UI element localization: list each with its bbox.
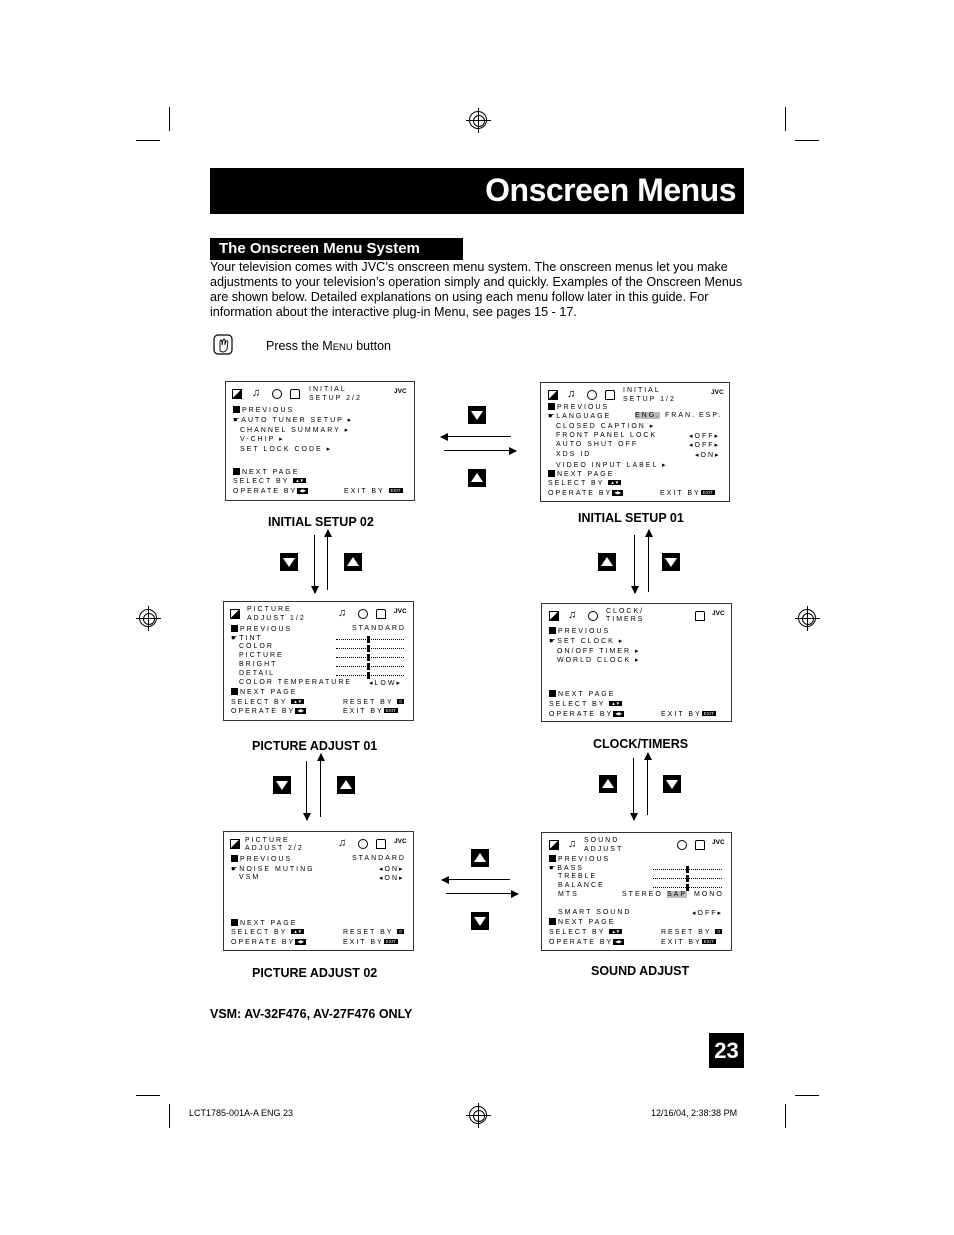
operate-hint: OPERATE BY ◀▶ (231, 939, 305, 946)
clock-icon (358, 609, 368, 619)
crop-mark (785, 1104, 786, 1128)
title-banner (210, 168, 744, 214)
treble-slider[interactable] (653, 878, 722, 880)
menu-item-next-page[interactable]: NEXT PAGE (233, 468, 299, 476)
menu-item-next-page[interactable]: NEXT PAGE (231, 919, 297, 927)
detail-slider[interactable] (336, 675, 404, 677)
down-arrow-icon (468, 406, 486, 424)
crop-mark (785, 107, 786, 131)
select-hint: SELECT BY ▲▼ (233, 478, 305, 485)
clock-icon (587, 390, 597, 400)
right-arrow-line (446, 893, 518, 894)
up-arrow-line (320, 754, 321, 817)
sound-icon: ♫ (568, 609, 577, 621)
crop-mark (136, 140, 160, 141)
registration-mark (139, 609, 157, 627)
menu-subtitle: TIMERS (606, 616, 645, 623)
language-option-esp[interactable]: ESP. (699, 412, 723, 419)
noise-muting-value[interactable]: ◂ON▸ (379, 866, 405, 873)
picture-icon (549, 611, 559, 621)
select-hint: SELECT BY ▲▼ (549, 701, 621, 708)
menu-item-previous[interactable]: PREVIOUS (233, 406, 294, 414)
picture-icon (549, 840, 559, 850)
menu-item-vsm[interactable]: VSM (239, 874, 261, 881)
up-arrow-icon (471, 849, 489, 867)
caption-initial-setup-01: INITIAL SETUP 01 (578, 511, 684, 525)
front-panel-lock-value[interactable]: ◂OFF▸ (689, 433, 721, 440)
down-arrow-icon (663, 775, 681, 793)
menu-item-language[interactable]: ☛LANGUAGE (548, 413, 612, 420)
mts-option-sap[interactable]: SAP (667, 891, 688, 898)
up-arrow-line (327, 530, 328, 590)
jvc-logo: JVC (711, 389, 724, 396)
menu-item-on-off-timer[interactable]: ON/OFF TIMER ▸ (557, 648, 641, 655)
crop-mark (795, 140, 819, 141)
operate-hint: OPERATE BY ◀▶ (548, 490, 622, 497)
menu-item-set-lock-code[interactable]: SET LOCK CODE ▸ (240, 446, 333, 453)
up-arrow-line (647, 753, 648, 815)
select-hint: SELECT BY ▲▼ (548, 480, 620, 487)
crop-mark (169, 107, 170, 131)
up-arrow-icon (599, 775, 617, 793)
menu-title: INITIAL (623, 387, 661, 394)
section-title: The Onscreen Menu System (219, 240, 420, 257)
mts-option-mono[interactable]: MONO (694, 891, 724, 898)
crop-mark (795, 1095, 819, 1096)
up-arrow-icon (468, 469, 486, 487)
clock-icon (588, 611, 598, 621)
registration-mark (469, 111, 487, 129)
caption-picture-adjust-02: PICTURE ADJUST 02 (252, 966, 378, 980)
menu-item-next-page[interactable]: NEXT PAGE (549, 690, 615, 698)
picture-mode-value[interactable]: STANDARD (352, 625, 406, 632)
clock-icon (677, 840, 687, 850)
menu-screen-initial-setup-2 (225, 381, 415, 501)
menu-item-next-page[interactable]: NEXT PAGE (549, 918, 615, 926)
smart-sound-value[interactable]: ◂OFF▸ (692, 910, 724, 917)
picture-icon (548, 390, 558, 400)
menu-item-v-chip[interactable]: V-CHIP ▸ (240, 436, 285, 443)
menu-item-next-page[interactable]: NEXT PAGE (548, 470, 614, 478)
jvc-logo: JVC (394, 388, 407, 395)
menu-item-previous[interactable]: PREVIOUS (549, 627, 610, 635)
lock-icon (290, 389, 300, 399)
picture-icon (232, 389, 242, 399)
footer-timestamp: 12/16/04, 2:38:38 PM (651, 1108, 738, 1118)
operate-hint: OPERATE BY ◀▶ (549, 711, 623, 718)
menu-item-previous[interactable]: PREVIOUS (549, 855, 610, 863)
menu-item-tint[interactable]: ☛TINT (231, 635, 263, 642)
menu-item-bass[interactable]: ☛BASS (549, 865, 584, 872)
menu-title: PICTURE (245, 837, 290, 844)
page-title: Onscreen Menus (485, 172, 736, 208)
right-arrow-line (444, 450, 516, 451)
menu-item-smart-sound[interactable]: SMART SOUND (558, 909, 632, 916)
jvc-logo: JVC (394, 838, 407, 845)
sound-icon: ♫ (252, 387, 261, 399)
menu-screen-clock-timers (541, 603, 732, 722)
menu-subtitle: ADJUST (584, 846, 624, 853)
crop-mark (136, 1095, 160, 1096)
menu-subtitle: SETUP 2/2 (309, 395, 362, 402)
operate-hint: OPERATE BY ◀▶ (231, 708, 305, 715)
lock-icon (376, 609, 386, 619)
caption-clock-timers: CLOCK/TIMERS (593, 737, 689, 751)
select-hint: SELECT BY ▲▼ (231, 929, 303, 936)
auto-shut-off-value[interactable]: ◂OFF▸ (689, 442, 721, 449)
menu-item-closed-caption[interactable]: CLOSED CAPTION ▸ (556, 423, 656, 430)
exit-hint: EXIT BY EXIT (344, 488, 401, 495)
footer-doc-id: LCT1785-001A-A ENG 23 (189, 1108, 294, 1118)
down-arrow-line (633, 758, 634, 820)
tint-slider[interactable] (336, 639, 404, 641)
reset-hint: RESET BY 0 (343, 929, 402, 936)
lock-icon (695, 840, 705, 850)
operate-hint: OPERATE BY ◀▶ (233, 488, 307, 495)
picture-slider[interactable] (336, 657, 404, 659)
exit-hint: EXIT BY EXIT (661, 711, 714, 718)
exit-hint: EXIT BY EXIT (343, 939, 396, 946)
menu-item-xds-id[interactable]: XDS ID (556, 451, 592, 458)
balance-slider[interactable] (653, 887, 722, 889)
menu-item-bright[interactable]: BRIGHT (239, 661, 278, 668)
menu-item-auto-tuner-setup[interactable]: ☛AUTO TUNER SETUP ▸ (233, 417, 354, 424)
up-arrow-icon (344, 553, 362, 571)
exit-hint: EXIT BY EXIT (343, 708, 396, 715)
menu-item-detail[interactable]: DETAIL (239, 670, 275, 677)
select-hint: SELECT BY ▲▼ (231, 699, 303, 706)
caption-sound-adjust: SOUND ADJUST (591, 964, 690, 978)
menu-item-channel-summary[interactable]: CHANNEL SUMMARY ▸ (240, 427, 351, 434)
picture-icon (230, 839, 240, 849)
menu-item-balance[interactable]: BALANCE (558, 882, 605, 889)
sound-icon: ♫ (338, 837, 347, 849)
menu-item-color-temperature[interactable]: COLOR TEMPERATURE (239, 679, 353, 686)
left-arrow-line (441, 436, 511, 437)
clock-icon (358, 839, 368, 849)
sound-icon: ♫ (338, 607, 347, 619)
jvc-logo: JVC (712, 610, 725, 617)
registration-mark (798, 609, 816, 627)
section-banner (210, 238, 463, 260)
down-arrow-line (314, 535, 315, 593)
menu-screen-picture-adjust-2 (223, 831, 414, 951)
menu-screen-initial-setup-1 (540, 382, 730, 502)
picture-icon (230, 609, 240, 619)
language-option-eng[interactable]: ENG. (635, 412, 661, 419)
operate-hint: OPERATE BY ◀▶ (549, 939, 623, 946)
color-temperature-value[interactable]: ◂LOW▸ (369, 680, 402, 687)
xds-id-value[interactable]: ◂ON▸ (695, 452, 721, 459)
menu-item-treble[interactable]: TREBLE (558, 873, 598, 880)
reset-hint: RESET BY 0 (661, 929, 720, 936)
crop-mark (169, 1104, 170, 1128)
jvc-logo: JVC (394, 608, 407, 615)
picture-mode-value[interactable]: STANDARD (352, 855, 406, 862)
jvc-logo: JVC (712, 839, 725, 846)
menu-item-previous[interactable]: PREVIOUS (231, 855, 292, 863)
up-arrow-line (648, 530, 649, 592)
down-arrow-icon (273, 776, 291, 794)
vsm-note: VSM: AV-32F476, AV-27F476 ONLY (210, 1007, 413, 1021)
menu-item-previous[interactable]: PREVIOUS (231, 625, 292, 633)
press-menu-instruction: Press the MENU button (266, 339, 391, 353)
reset-hint: RESET BY 0 (343, 699, 402, 706)
menu-title: SOUND (584, 837, 620, 844)
down-arrow-line (634, 535, 635, 593)
menu-subtitle: ADJUST 2/2 (245, 845, 304, 852)
down-arrow-icon (471, 912, 489, 930)
down-arrow-line (306, 761, 307, 820)
left-arrow-line (442, 879, 510, 880)
menu-item-video-input-label[interactable]: VIDEO INPUT LABEL ▸ (556, 462, 668, 469)
lock-icon (695, 611, 705, 621)
menu-item-color[interactable]: COLOR (239, 643, 274, 650)
menu-item-next-page[interactable]: NEXT PAGE (231, 688, 297, 696)
menu-item-picture[interactable]: PICTURE (239, 652, 284, 659)
clock-icon (272, 389, 282, 399)
menu-item-world-clock[interactable]: WORLD CLOCK ▸ (557, 657, 641, 664)
sound-icon: ♫ (568, 838, 577, 850)
up-arrow-icon (337, 776, 355, 794)
color-slider[interactable] (336, 648, 404, 650)
exit-hint: EXIT BY EXIT (660, 490, 713, 497)
down-arrow-icon (662, 553, 680, 571)
lock-icon (376, 839, 386, 849)
up-arrow-icon (598, 553, 616, 571)
mts-option-stereo[interactable]: STEREO (622, 891, 663, 898)
menu-subtitle: SETUP 1/2 (623, 396, 676, 403)
menu-item-set-clock[interactable]: ☛SET CLOCK ▸ (549, 638, 625, 645)
caption-initial-setup-02: INITIAL SETUP 02 (268, 515, 374, 529)
menu-screen-picture-adjust-1 (223, 601, 414, 721)
lock-icon (605, 390, 615, 400)
menu-title: INITIAL (309, 386, 347, 393)
select-hint: SELECT BY ▲▼ (549, 929, 621, 936)
sound-icon: ♫ (567, 388, 576, 400)
registration-mark (469, 1106, 487, 1124)
menu-title: PICTURE (247, 606, 292, 613)
menu-subtitle: ADJUST 1/2 (247, 615, 306, 622)
exit-hint: EXIT BY EXIT (661, 939, 714, 946)
menu-item-front-panel-lock[interactable]: FRONT PANEL LOCK (556, 432, 658, 439)
bright-slider[interactable] (336, 666, 404, 668)
vsm-value[interactable]: ◂ON▸ (379, 875, 405, 882)
menu-title: CLOCK/ (606, 608, 645, 615)
menu-item-noise-muting[interactable]: ☛NOISE MUTING (231, 866, 315, 873)
menu-item-auto-shut-off[interactable]: AUTO SHUT OFF (556, 441, 639, 448)
menu-screen-sound-adjust (541, 832, 732, 951)
caption-picture-adjust-01: PICTURE ADJUST 01 (252, 739, 378, 753)
page-number: 23 (709, 1033, 744, 1068)
intro-paragraph: Your television comes with JVC’s onscreen menu system. The onscreen menus let you make adjustments to your television’s operation simply and quickly. Examples of the Onscreen Menus are shown below. Detailed explanations on using each menu follow later in this guide. For information about the interactive plug-in Menu, see pages 15 - 17. (210, 260, 743, 319)
bass-slider[interactable] (653, 869, 722, 871)
down-arrow-icon (280, 553, 298, 571)
menu-item-mts[interactable]: MTS (558, 891, 579, 898)
language-option-fran[interactable]: FRAN. (665, 412, 696, 419)
menu-item-previous[interactable]: PREVIOUS (548, 403, 609, 411)
remote-hand-icon (212, 333, 236, 357)
